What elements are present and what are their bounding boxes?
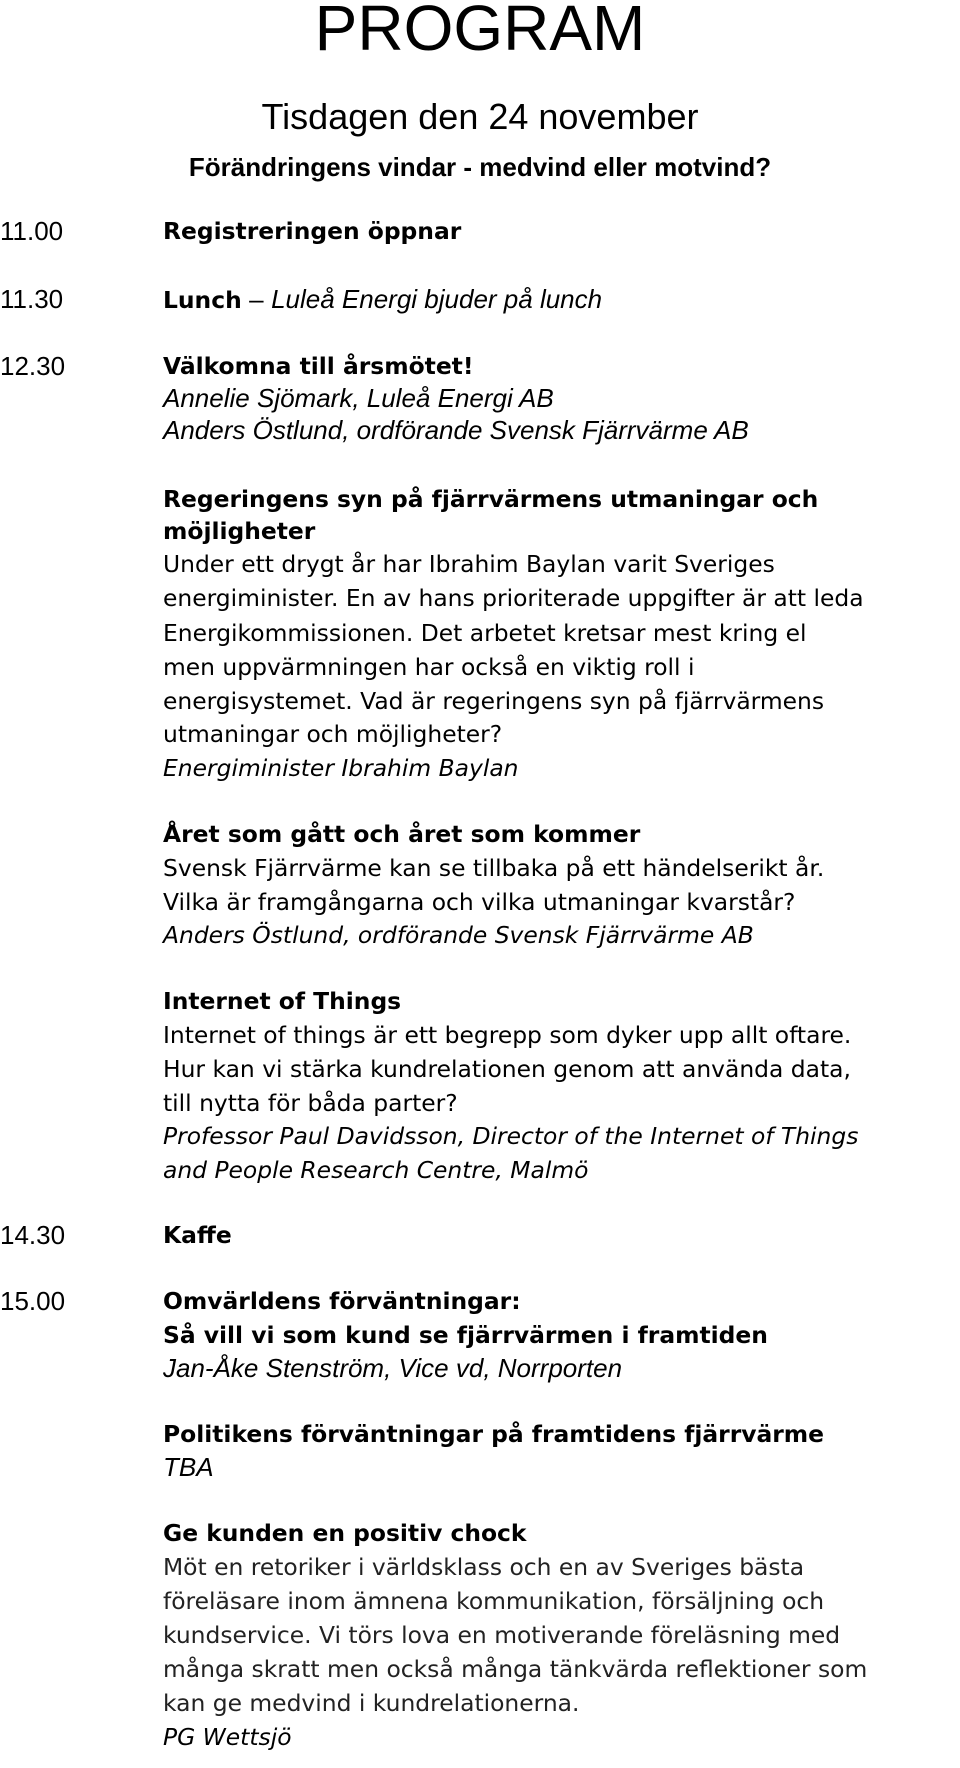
world-title: Så vill vi som kund se fjärrvärmen i framtiden <box>163 1321 768 1349</box>
lunch-title: Lunch <box>163 286 242 314</box>
welcome-speaker: Annelie Sjömark, Luleå Energi AB <box>163 383 554 413</box>
time-1130: 11.30 <box>0 284 64 314</box>
gov-text: Under ett drygt år har Ibrahim Baylan varit Sveriges <box>163 550 775 578</box>
gov-text: energiminister. En av hans prioriterade uppgifter är att leda <box>163 584 864 612</box>
gov-text: energisystemet. Vad är regeringens syn på fjärrvärmens <box>163 687 825 715</box>
coffee-title: Kaffe <box>163 1221 232 1249</box>
gov-text: Energikommissionen. Det arbetet kretsar mest kring el <box>163 619 807 647</box>
world-title: Omvärldens förväntningar: <box>163 1287 521 1315</box>
time-1100: 11.00 <box>0 216 64 246</box>
iot-text: till nytta för båda parter? <box>163 1089 458 1117</box>
time-1500: 15.00 <box>0 1286 66 1316</box>
iot-text: Hur kan vi stärka kundrelationen genom att använda data, <box>163 1055 851 1083</box>
lunch-note: Luleå Energi bjuder på lunch <box>271 284 603 314</box>
registration-title: Registreringen öppnar <box>163 217 462 245</box>
gov-title: möjligheter <box>163 517 316 545</box>
year-text: Vilka är framgångarna och vilka utmaningar kvarstår? <box>163 888 796 916</box>
iot-speaker: Professor Paul Davidsson, Director of the Internet of Things <box>163 1122 859 1150</box>
gov-speaker: Energiminister Ibrahim Baylan <box>163 754 519 782</box>
page-title: PROGRAM <box>314 0 646 64</box>
chock-speaker: PG Wettsjö <box>163 1723 292 1751</box>
lunch-dash: – <box>249 284 264 314</box>
chock-text: många skratt men också många tänkvärda reflektioner som <box>163 1655 868 1683</box>
welcome-speaker: Anders Östlund, ordförande Svensk Fjärrvärme AB <box>163 415 749 445</box>
event-theme: Förändringens vindar - medvind eller motvind? <box>188 152 772 182</box>
year-title: Året som gått och året som kommer <box>163 820 641 848</box>
time-1230: 12.30 <box>0 351 66 381</box>
event-date: Tisdagen den 24 november <box>261 96 699 137</box>
gov-text: utmaningar och möjligheter? <box>163 720 503 748</box>
year-text: Svensk Fjärrvärme kan se tillbaka på ett händelserikt år. <box>163 854 825 882</box>
iot-speaker: and People Research Centre, Malmö <box>163 1156 589 1184</box>
lunch-row <box>163 283 959 317</box>
gov-title: Regeringens syn på fjärrvärmens utmaningar och <box>163 485 819 513</box>
politics-title: Politikens förväntningar på framtidens fjärrvärme <box>163 1420 825 1448</box>
chock-text: kan ge medvind i kundrelationerna. <box>163 1689 580 1717</box>
time-1430: 14.30 <box>0 1220 66 1250</box>
chock-text: kundservice. Vi törs lova en motiverande föreläsning med <box>163 1621 841 1649</box>
world-speaker: Jan-Åke Stenström, Vice vd, Norrporten <box>163 1353 623 1383</box>
iot-text: Internet of things är ett begrepp som dyker upp allt oftare. <box>163 1021 852 1049</box>
chock-title: Ge kunden en positiv chock <box>163 1519 527 1547</box>
politics-speaker: TBA <box>163 1452 214 1482</box>
chock-text: föreläsare inom ämnena kommunikation, försäljning och <box>163 1587 825 1615</box>
welcome-title: Välkomna till årsmötet! <box>163 352 474 380</box>
year-speaker: Anders Östlund, ordförande Svensk Fjärrvärme AB <box>163 921 754 949</box>
gov-text: men uppvärmningen har också en viktig roll i <box>163 653 695 681</box>
chock-text: Möt en retoriker i världsklass och en av Sveriges bästa <box>163 1553 805 1581</box>
iot-title: Internet of Things <box>163 987 402 1015</box>
